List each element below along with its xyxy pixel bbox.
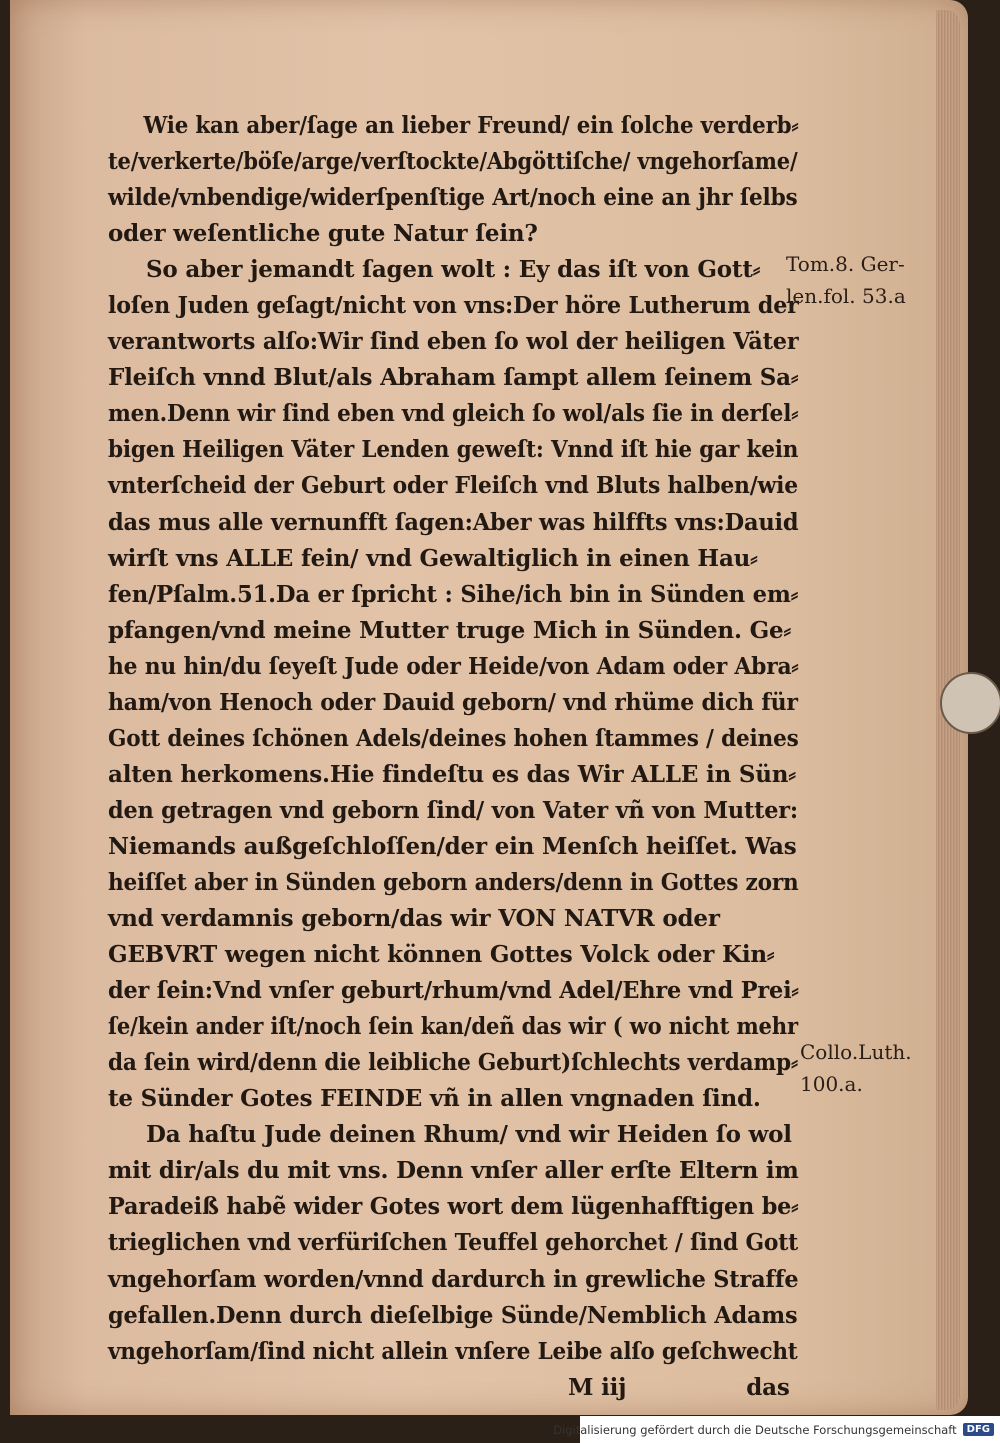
text-line: fen/Pſalm.51.Da er ſpricht : Sihe/ich bin in Sünden em⸗ (108, 580, 799, 608)
funding-footer (553, 1416, 1000, 1443)
margin-note-line: len.fol. 53.a (786, 284, 906, 308)
text-line: ſe/kein ander iſt/noch ſein kan/deñ das wir ( wo nicht mehr (108, 1013, 798, 1041)
text-line: trieglichen vnd verfüriſchen Teuffel gehorchet / ſind Gott (108, 1229, 799, 1257)
margin-note-line: Tom.8. Ger- (786, 252, 905, 276)
text-line: oder weſentliche gute Natur ſein? (108, 220, 538, 248)
text-line: wilde/vnbendige/widerſpenſtige Art/noch eine an jhr ſelbs (108, 184, 798, 212)
text-line: GEBVRT wegen nicht können Gottes Volck oder Kin⸗ (108, 941, 775, 969)
dfg-logo: DFG (963, 1423, 994, 1436)
margin-note-line: 100.a. (800, 1072, 863, 1096)
text-line: bigen Heiligen Väter Lenden geweſt: Vnnd iſt hie gar kein (108, 436, 799, 464)
text-line: Wie kan aber/ſage an lieber Freund/ ein ſolche verderb⸗ (143, 112, 799, 139)
text-line: te/verkerte/böſe/arge/verſtockte/Abgöttiſche/ vngehorſame/ (108, 148, 798, 176)
funding-text: Digitalisierung gefördert durch die Deutsche Forschungsgemeinschaft (553, 1422, 957, 1437)
text-line: vnterſcheid der Geburt oder Fleiſch vnd Bluts halben/wie (108, 472, 798, 500)
text-line: das mus alle vernunfft ſagen:Aber was hilffts vns:Dauid (108, 508, 799, 536)
text-line: men.Denn wir ſind eben vnd gleich ſo wol/als ſie in derſel⸗ (108, 400, 799, 428)
text-line: vnd verdamnis geborn/das wir VON NATVR oder (108, 905, 720, 933)
text-line: heiſſet aber in Sünden geborn anders/denn in Gottes zorn (108, 868, 799, 896)
text-line: gefallen.Denn durch dieſelbige Sünde/Nemblich Adams (108, 1301, 798, 1329)
text-line: he nu hin/du ſeyeſt Jude oder Heide/von Adam oder Abra⸗ (108, 652, 799, 680)
catchword: das (746, 1373, 790, 1401)
signature-line (108, 1370, 798, 1406)
text-line: Da haſtu Jude deinen Rhum/ vnd wir Heiden ſo wol (146, 1121, 792, 1149)
main-text-block (108, 108, 798, 1406)
text-line: pfangen/vnd meine Mutter truge Mich in Sünden. Ge⸗ (108, 616, 791, 644)
margin-note-tom (786, 248, 906, 312)
text-line: vngehorſam/ſind nicht allein vnſere Leibe alſo geſchwecht (108, 1337, 798, 1365)
text-line: da ſein wird/denn die leibliche Geburt)ſchlechts verdamp⸗ (108, 1049, 798, 1077)
text-line: der ſein:Vnd vnſer geburt/rhum/vnd Adel/Ehre vnd Prei⸗ (108, 977, 799, 1005)
signature-mark: M iij (568, 1373, 627, 1401)
margin-note-line: Collo.Luth. (800, 1040, 912, 1064)
text-line: ham/von Henoch oder Dauid geborn/ vnd rhüme dich für (108, 688, 798, 716)
text-line: mit dir/als du mit vns. Denn vnſer aller erſte Eltern im (108, 1157, 799, 1185)
text-line: den getragen vnd geborn ſind/ von Vater vñ von Mutter: (108, 796, 798, 824)
text-line: Fleiſch vnnd Blut/als Abraham ſampt allem ſeinem Sa⸗ (108, 364, 799, 392)
clasp-ring (940, 672, 1000, 734)
text-line: Paradeiß habẽ wider Gotes wort dem lügenhafftigen be⸗ (108, 1193, 799, 1221)
text-line: Niemands außgeſchloſſen/der ein Menſch heiſſet. Was (108, 832, 797, 860)
text-line: vngehorſam worden/vnnd dardurch in grewliche Straffe (108, 1265, 799, 1293)
text-line: verantworts alſo:Wir ſind eben ſo wol der heiligen Väter (108, 328, 799, 356)
text-line: wirſt vns ALLE fein/ vnd Gewaltiglich in einen Hau⸗ (108, 544, 758, 572)
text-line: te Sünder Gotes FEINDE vñ in allen vngnaden ſind. (108, 1085, 761, 1113)
text-line: So aber jemandt ſagen wolt : Ey das iſt von Gott⸗ (146, 256, 761, 284)
text-line: alten herkomens.Hie findeſtu es das Wir ALLE in Sün⸗ (108, 760, 796, 788)
text-line: loſen Juden geſagt/nicht von vns:Der höre Lutherum der (108, 292, 799, 320)
text-line: Gott deines ſchönen Adels/deines hohen ſtammes / deines (108, 724, 799, 752)
margin-note-collo (800, 1036, 912, 1100)
